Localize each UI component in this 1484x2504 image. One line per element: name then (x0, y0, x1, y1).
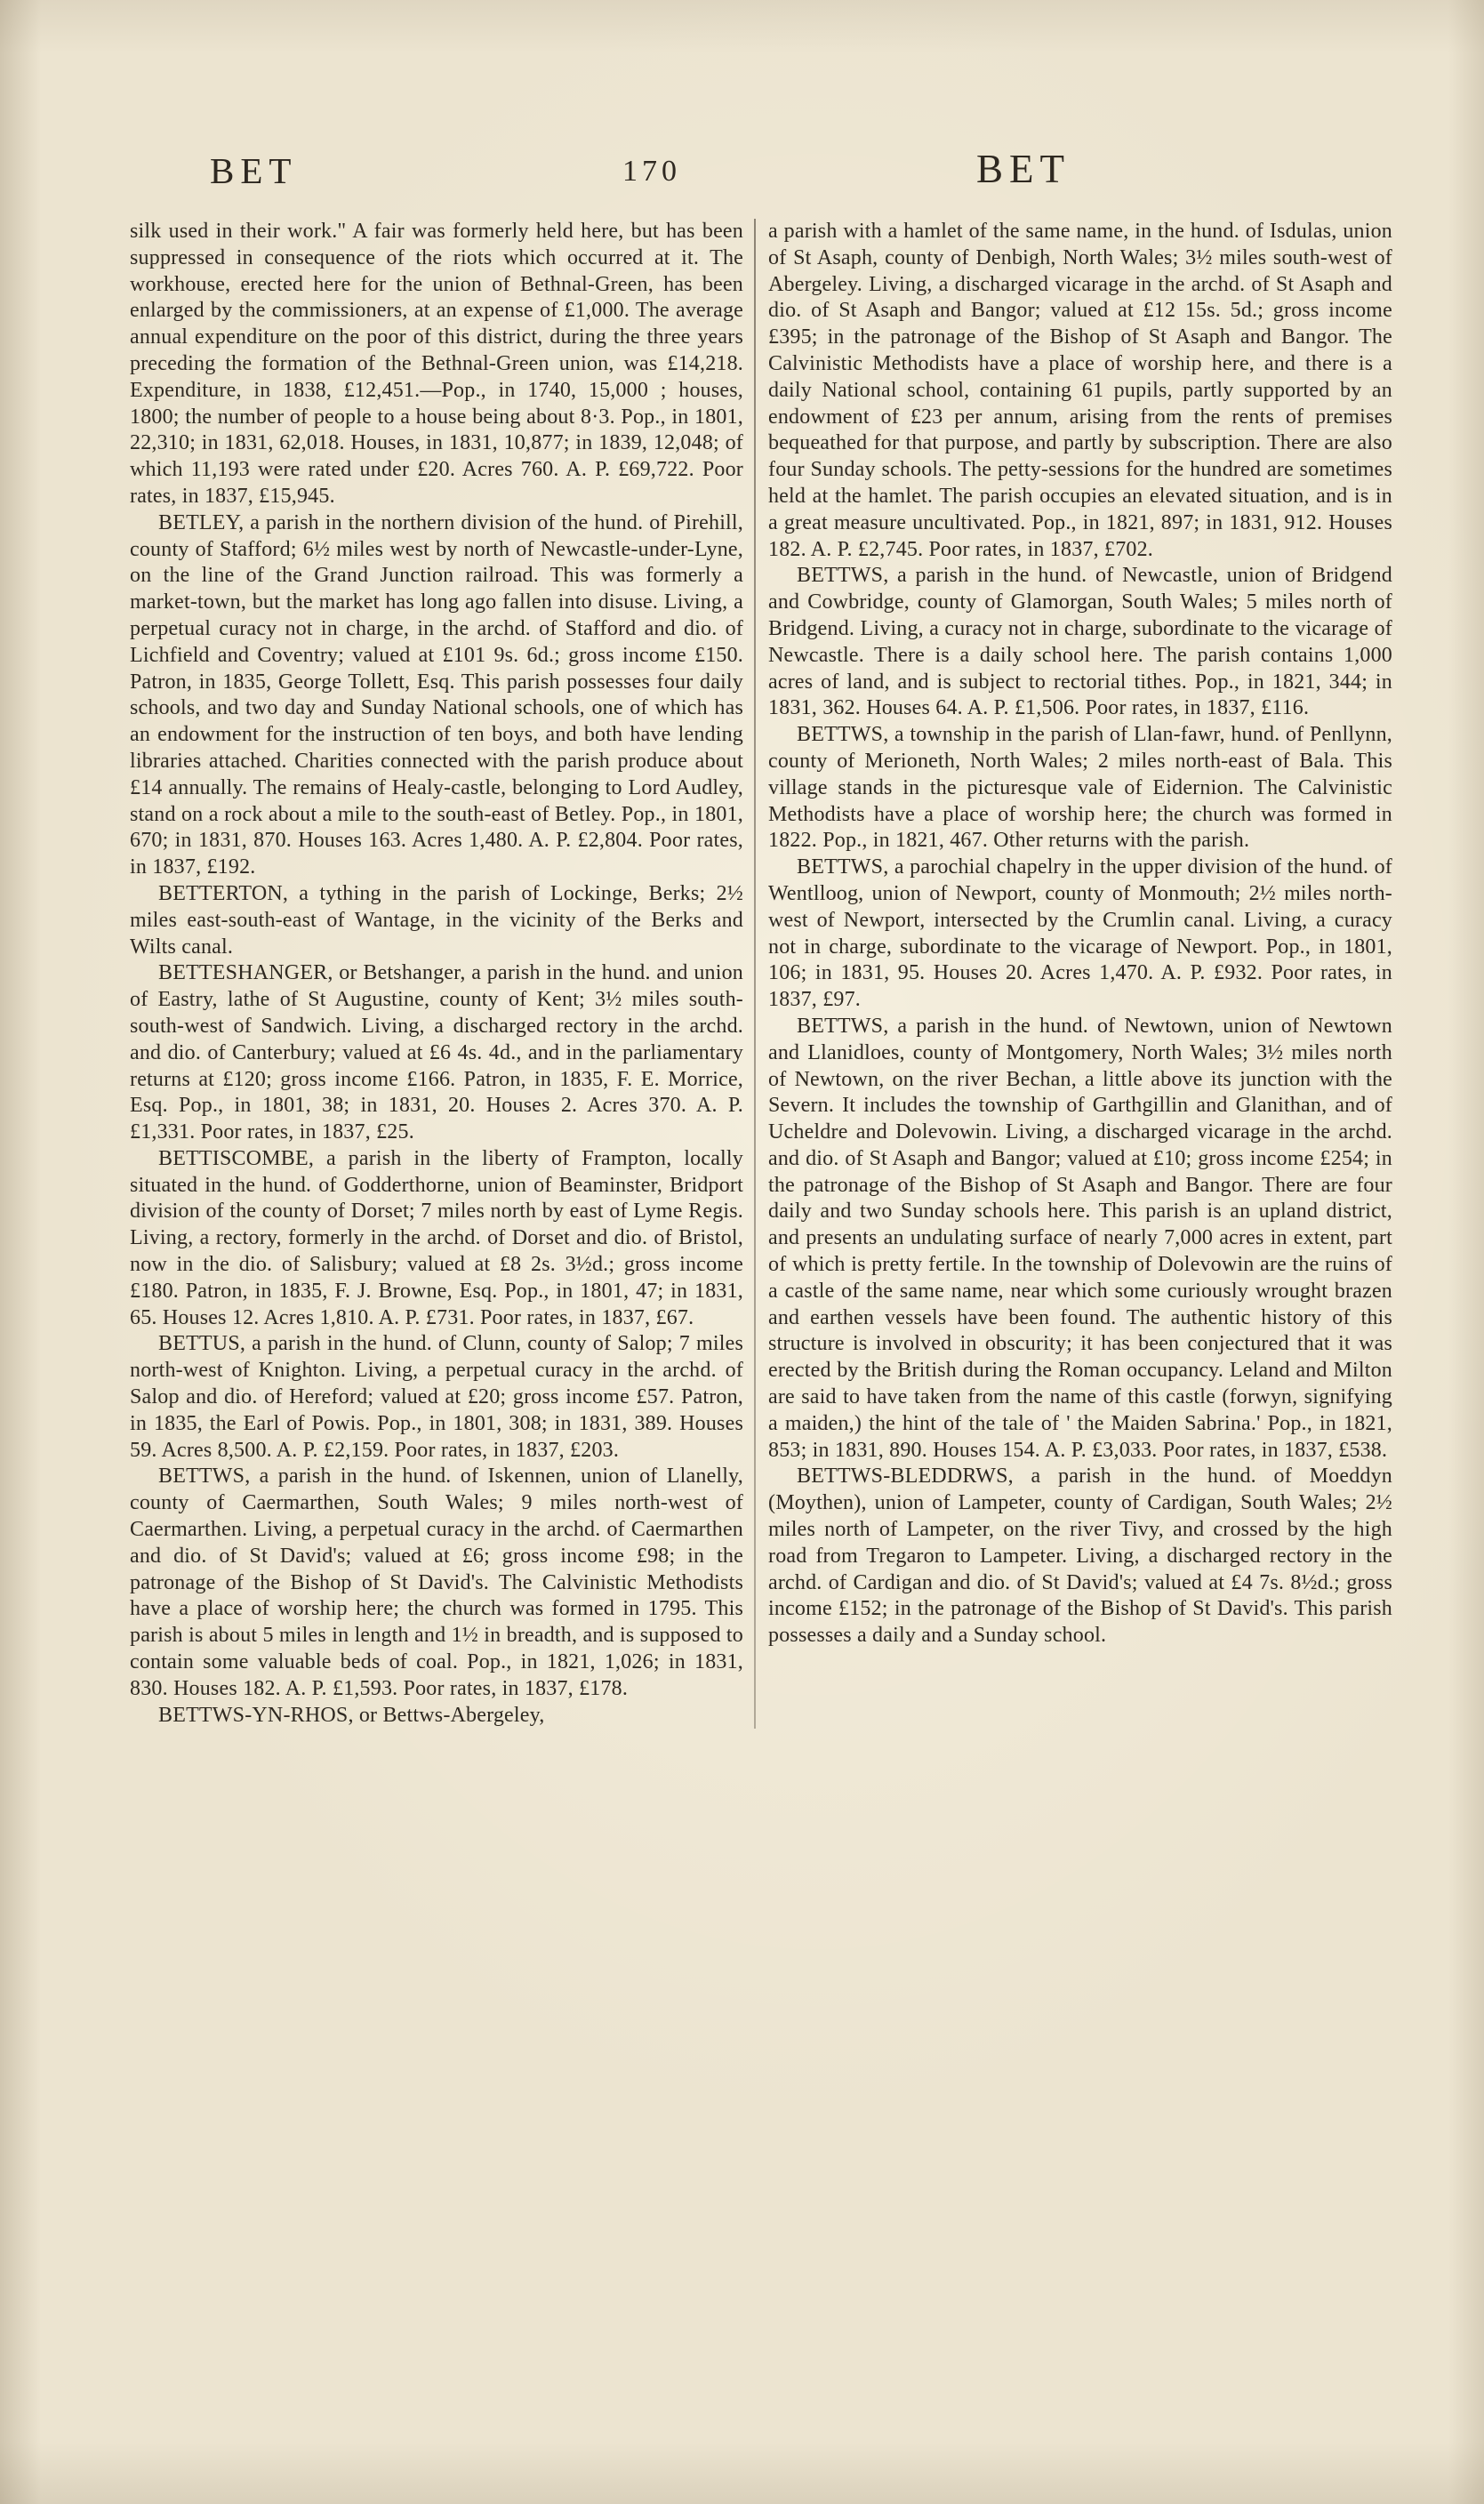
page-header (0, 146, 1484, 196)
column-divider-rule (754, 219, 756, 1729)
left-column (130, 219, 743, 1729)
entry-bettws-yn-rhos-continuation: a parish with a hamlet of the same name, in the hund. of Isdulas, union of St Asaph, county of Denbigh, North Wales; 3½ miles south-west of Abergeley. Living, a discharged vicarage in the archd. of St Asaph and dio. of St Asaph and Bangor; valued at £12 15s. 5d.; gross income £395; in the patronage of the Bishop of St Asaph and Bangor. The Calvinistic Methodists have a place of worship here, and there is a daily National school, containing 61 pupils, partly supported by an endowment of £23 per annum, arising from the rents of premises bequeathed for that purpose, and partly by subscription. There are also four Sunday schools. The petty-sessions for the hundred are sometimes held at the hamlet. The parish occupies an elevated situation, and is in a great measure uncultivated. Pop., in 1821, 897; in 1831, 912. Houses 182. A. P. £2,745. Poor rates, in 1837, £702. (768, 220, 1392, 561)
entry-betteshanger: BETTESHANGER, or Betshanger, a parish in the hund. and union of Eastry, lathe of St Augustine, county of Kent; 3½ miles south-south-west of Sandwich. Living, a discharged rectory in the archd. and dio. of Canterbury; valued at £6 4s. 4d., and in the parliamentary returns at £120; gross income £166. Patron, in 1835, F. E. Morrice, Esq. Pop., in 1801, 38; in 1831, 20. Houses 2. Acres 370. A. P. £1,331. Poor rates, in 1837, £25. (130, 961, 743, 1144)
entry-bettws-newtown: BETTWS, a parish in the hund. of Newtown, union of Newtown and Llanidloes, county of Montgomery, North Wales; 3½ miles north of Newtown, on the river Bechan, a little above its junction with the Severn. It includes the township of Garthgillin and Glanithan, and of Ucheldre and Dolevowin. Living, a discharged vicarage in the archd. and dio. of St Asaph and Bangor; valued at £10; gross income £254; in the patronage of the Bishop of St Asaph and Bangor. There are four daily and two Sunday schools here. This parish is an upland district, and presents an undulating surface of nearly 7,000 acres in extent, part of which is pretty fertile. In the township of Dolevowin are the ruins of a castle of the same name, near which some curiously wrought brazen and earthen vessels have been found. The authentic history of this structure is involved in obscurity; it has been conjectured that it was erected by the British during the Roman occupancy. Leland and Milton are said to have taken from the name of this castle (forwyn, signifying a maiden,) the hint of the tale of ' the Maiden Sabrina.' Pop., in 1821, 853; in 1831, 890. Houses 154. A. P. £3,033. Poor rates, in 1837, £538. (768, 1014, 1392, 1462)
entry-bettws-iskennen: BETTWS, a parish in the hund. of Iskennen, union of Llanelly, county of Caermarthen, South Wales; 9 miles north-west of Caermarthen. Living, a perpetual curacy in the archd. of Caermarthen and dio. of St David's; valued at £6; gross income £98; in the patronage of the Bishop of St David's. The Calvinistic Methodists have a place of worship here; the church was formed in 1795. This parish is about 5 miles in length and 1½ in breadth, and is supposed to contain some valuable beds of coal. Pop., in 1821, 1,026; in 1831, 830. Houses 182. A. P. £1,593. Poor rates, in 1837, £178. (130, 1465, 743, 1700)
page-number: 170 (622, 155, 681, 188)
text-columns (130, 219, 1392, 1729)
entry-betterton: BETTERTON, a tything in the parish of Lockinge, Berks; 2½ miles east-south-east of Wantage, in the vicinity of the Berks and Wilts canal. (130, 881, 743, 959)
entry-bettws-llanfawr: BETTWS, a township in the parish of Llan-fawr, hund. of Penllynn, county of Merioneth, North Wales; 2 miles north-east of Bala. This village stands in the picturesque vale of Eidernion. The Calvinistic Methodists have a place of worship here; the church was formed in 1822. Pop., in 1821, 467. Other returns with the parish. (768, 723, 1392, 853)
right-column (768, 219, 1392, 1729)
entry-bettws-wentlloog: BETTWS, a parochial chapelry in the upper division of the hund. of Wentlloog, union of Newport, county of Monmouth; 2½ miles north-west of Newport, intersected by the Crumlin canal. Living, a curacy not in charge, subordinate to the vicarage of Newport. Pop., in 1801, 106; in 1831, 95. Houses 20. Acres 1,470. A. P. £932. Poor rates, in 1837, £97. (768, 855, 1392, 1012)
entry-bettiscombe: BETTISCOMBE, a parish in the liberty of Frampton, locally situated in the hund. of Godderthorne, union of Beaminster, Bridport division of the county of Dorset; 7 miles north by east of Lyme Regis. Living, a rectory, formerly in the archd. of Dorset and dio. of Bristol, now in the dio. of Salisbury; valued at £8 2s. 3½d.; gross income £180. Patron, in 1835, F. J. Browne, Esq. Pop., in 1801, 47; in 1831, 65. Houses 12. Acres 1,810. A. P. £731. Poor rates, in 1837, £67. (130, 1146, 743, 1329)
entry-bethnal-green-continuation: silk used in their work." A fair was formerly held here, but has been suppressed in consequence of the riots which occurred at it. The workhouse, erected here for the union of Bethnal-Green, has been enlarged by the commissioners, at an expense of £1,000. The average annual expenditure on the poor of this district, during the three years preceding the formation of the Bethnal-Green union, was £14,218. Expenditure, in 1838, £12,451.—Pop., in 1740, 15,000 ; houses, 1800; the number of people to a house being about 8·3. Pop., in 1801, 22,310; in 1831, 62,018. Houses, in 1831, 10,877; in 1839, 12,048; of which 11,193 were rated under £20. Acres 760. A. P. £69,722. Poor rates, in 1837, £15,945. (130, 220, 743, 508)
entry-bettus: BETTUS, a parish in the hund. of Clunn, county of Salop; 7 miles north-west of Knighton. Living, a perpetual curacy in the archd. of Salop and dio. of Hereford; valued at £20; gross income £57. Patron, in 1835, the Earl of Powis. Pop., in 1801, 308; in 1831, 389. Houses 59. Acres 8,500. A. P. £2,159. Poor rates, in 1837, £203. (130, 1332, 743, 1462)
entry-bettws-bleddrws: BETTWS-BLEDDRWS, a parish in the hund. of Moeddyn (Moythen), union of Lampeter, county of Cardigan, South Wales; 2½ miles north of Lampeter, on the river Tivy, and crossed by the high road from Tregaron to Lampeter. Living, a discharged rectory in the archd. of Cardigan and dio. of St David's; valued at £4 7s. 8½d.; gross income £152; in the patronage of the Bishop of St David's. This parish possesses a daily and a Sunday school. (768, 1465, 1392, 1648)
running-head-left: BET (210, 150, 298, 191)
entry-betley: BETLEY, a parish in the northern division of the hund. of Pirehill, county of Stafford; 6½ miles west by north of Newcastle-under-Lyne, on the line of the Grand Junction railroad. This was formerly a market-town, but the market has long ago fallen into disuse. Living, a perpetual curacy not in charge, in the archd. of Stafford and dio. of Lichfield and Coventry; valued at £101 9s. 6d.; gross income £150. Patron, in 1835, George Tollett, Esq. This parish possesses four daily schools, and two day and Sunday National schools, one of which has an endowment for the instruction of ten boys, and both have lending libraries attached. Charities connected with the parish produce about £14 annually. The remains of Healy-castle, belonging to Lord Audley, stand on a rock about a mile to the south-east of Betley. Pop., in 1801, 670; in 1831, 870. Houses 163. Acres 1,480. A. P. £2,804. Poor rates, in 1837, £192. (130, 510, 743, 879)
entry-bettws-newcastle: BETTWS, a parish in the hund. of Newcastle, union of Bridgend and Cowbridge, county of Glamorgan, South Wales; 5 miles north of Bridgend. Living, a curacy not in charge, subordinate to the vicarage of Newcastle. There is a daily school here. The parish contains 1,000 acres of land, and is subject to rectorial tithes. Pop., in 1821, 344; in 1831, 362. Houses 64. A. P. £1,506. Poor rates, in 1837, £116. (768, 564, 1392, 720)
entry-bettws-yn-rhos-headword: BETTWS-YN-RHOS, or Bettws-Abergeley, (158, 1703, 545, 1727)
running-head-right: BET (976, 147, 1071, 191)
